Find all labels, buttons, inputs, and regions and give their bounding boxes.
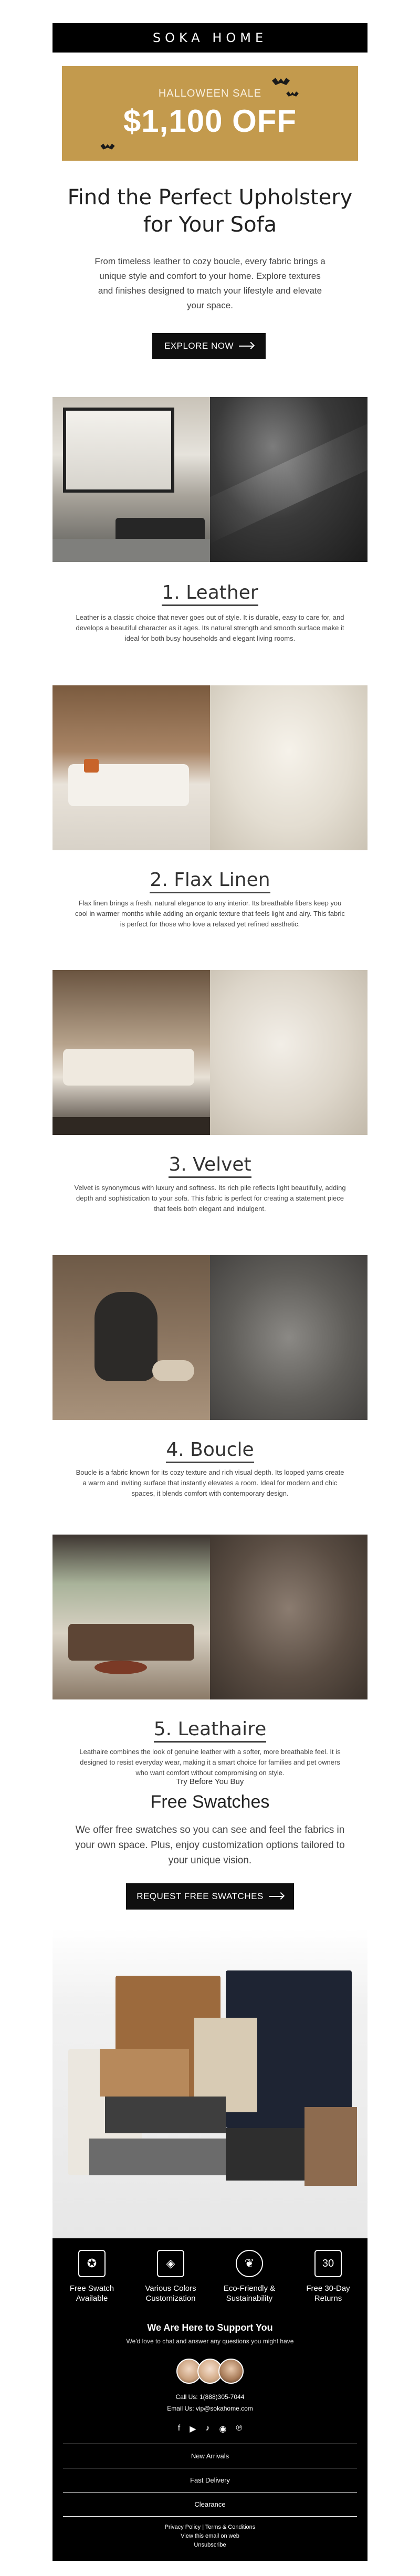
section-text-flax-linen: Flax linen brings a fresh, natural elegance to any interior. Its breathable fibers keep you cool in warmer months while adding an organic texture that feels light and airy. This fabric is perfect for those who love a relaxed yet refined aesthetic. <box>75 899 345 928</box>
brand-logo[interactable]: SOKA HOME <box>152 30 268 45</box>
leathaire-room-photo[interactable] <box>52 1535 210 1699</box>
explore-now-button[interactable] <box>152 333 266 359</box>
youtube-icon[interactable]: ▶ <box>190 2425 196 2434</box>
support-subtitle: We'd love to chat and answer any questions you might have <box>126 2338 294 2345</box>
section-title-flax-linen: 2. Flax Linen <box>52 869 368 891</box>
section-text-boucle: Boucle is a fabric known for its cozy texture and rich visual depth. Its looped yarns create a warm and inviting surface that instantly elevates a room. Ideal for modern and chic spaces, it blends comfort with contemporary design. <box>76 1468 344 1497</box>
flax-linen-fabric-photo[interactable] <box>210 685 368 850</box>
request-free-swatches-label: REQUEST FREE SWATCHES <box>136 1891 264 1901</box>
bat-icon <box>272 78 290 85</box>
brand-header <box>52 23 368 53</box>
feature-list <box>52 2238 368 2303</box>
link-new-arrivals[interactable]: New Arrivals <box>63 2444 357 2468</box>
avatar <box>218 2359 244 2384</box>
footer-links <box>52 2444 368 2516</box>
privacy-terms-link[interactable]: Privacy Policy | Terms & Conditions <box>164 2524 256 2530</box>
pinterest-icon[interactable]: ℗ <box>236 2424 243 2433</box>
feature-eco-friendly: ❦ Eco-Friendly & Sustainability <box>215 2250 284 2303</box>
feature-customization: ◈ Various Colors Customization <box>136 2250 205 2303</box>
facebook-icon[interactable]: f <box>177 2424 181 2433</box>
section-title-velvet: 3. Velvet <box>52 1154 368 1175</box>
leathaire-fabric-photo[interactable] <box>210 1535 368 1699</box>
palette-icon: ◈ <box>157 2250 184 2277</box>
leather-images <box>52 397 368 562</box>
leather-room-photo[interactable] <box>52 397 210 562</box>
bat-icon <box>286 91 299 97</box>
badge-icon: ✪ <box>78 2250 106 2277</box>
swatches-photo[interactable] <box>52 1928 368 2238</box>
bat-icon <box>100 143 114 149</box>
section-text-leathaire: Leathaire combines the look of genuine leather with a softer, more breathable feel. It is designed to resist everyday wear, making it a smart choice for families and pet owners who want comfort without compromising on style. <box>79 1748 341 1777</box>
explore-now-label: EXPLORE NOW <box>164 341 234 351</box>
halloween-sale-banner[interactable] <box>62 66 358 161</box>
leather-fabric-photo[interactable] <box>210 397 368 562</box>
footer <box>52 2238 368 2561</box>
feature-free-swatch: ✪ Free Swatch Available <box>58 2250 126 2303</box>
boucle-images <box>52 1255 368 1420</box>
swatch-pretitle: Try Before You Buy <box>176 1777 244 1786</box>
flax-linen-room-photo[interactable] <box>52 685 210 850</box>
request-free-swatches-button[interactable] <box>126 1883 294 1910</box>
hero-subtitle: From timeless leather to cozy boucle, every fabric brings a unique style and comfort to your home. Explore textures and finishes designed to match your lifestyle and elevate your space. <box>94 256 326 310</box>
flax-linen-images <box>52 685 368 850</box>
velvet-room-photo[interactable] <box>52 970 210 1135</box>
email-us-link[interactable]: Email Us: vip@sokahome.com <box>167 2405 253 2412</box>
hero-title: Find the Perfect Upholstery for Your Sofa <box>67 185 353 237</box>
unsubscribe-link[interactable]: Unsubscribe <box>194 2542 226 2548</box>
boucle-room-photo[interactable] <box>52 1255 210 1420</box>
social-links <box>52 2424 368 2434</box>
tiktok-icon[interactable]: ♪ <box>205 2424 210 2433</box>
swatch-title: Free Swatches <box>150 1792 270 1812</box>
contact-info <box>52 2391 368 2414</box>
velvet-images <box>52 970 368 1135</box>
sale-amount: $1,100 OFF <box>123 103 297 139</box>
sale-label: HALLOWEEN SALE <box>158 88 262 99</box>
instagram-icon[interactable]: ◉ <box>219 2425 227 2434</box>
boucle-fabric-photo[interactable] <box>210 1255 368 1420</box>
section-title-boucle: 4. Boucle <box>52 1439 368 1461</box>
calendar-30-icon: 30 <box>314 2250 342 2277</box>
view-on-web-link[interactable]: View this email on web <box>181 2533 239 2539</box>
leathaire-images <box>52 1535 368 1699</box>
section-title-leather: 1. Leather <box>52 582 368 603</box>
velvet-fabric-photo[interactable] <box>210 970 368 1135</box>
support-title: We Are Here to Support You <box>147 2322 273 2333</box>
arrow-right-icon <box>269 1896 284 1897</box>
call-us-link[interactable]: Call Us: 1(888)305-7044 <box>175 2393 245 2401</box>
link-fast-delivery[interactable]: Fast Delivery <box>63 2468 357 2492</box>
section-title-leathaire: 5. Leathaire <box>52 1718 368 1740</box>
legal-links <box>63 2516 357 2550</box>
section-text-leather: Leather is a classic choice that never goes out of style. It is durable, easy to care for, and develops a beautiful character as it ages. Its natural strength and smooth surface make it ideal for both busy households and elegant living rooms. <box>76 613 344 642</box>
link-clearance[interactable]: Clearance <box>63 2492 357 2516</box>
feature-returns: 30 Free 30-Day Returns <box>294 2250 362 2303</box>
swatch-subtitle: We offer free swatches so you can see and feel the fabrics in your own space. Plus, enjoy customization options tailored to your unique vision. <box>75 1824 345 1866</box>
leaf-icon: ❦ <box>236 2250 263 2277</box>
arrow-right-icon <box>239 346 254 347</box>
support-team-avatars <box>52 2359 368 2384</box>
section-text-velvet: Velvet is synonymous with luxury and softness. Its rich pile reflects light beautifully, adding depth and sophistication to your sofa. This fabric is perfect for creating a statement piece that feels both elegant and indulgent. <box>74 1184 346 1213</box>
